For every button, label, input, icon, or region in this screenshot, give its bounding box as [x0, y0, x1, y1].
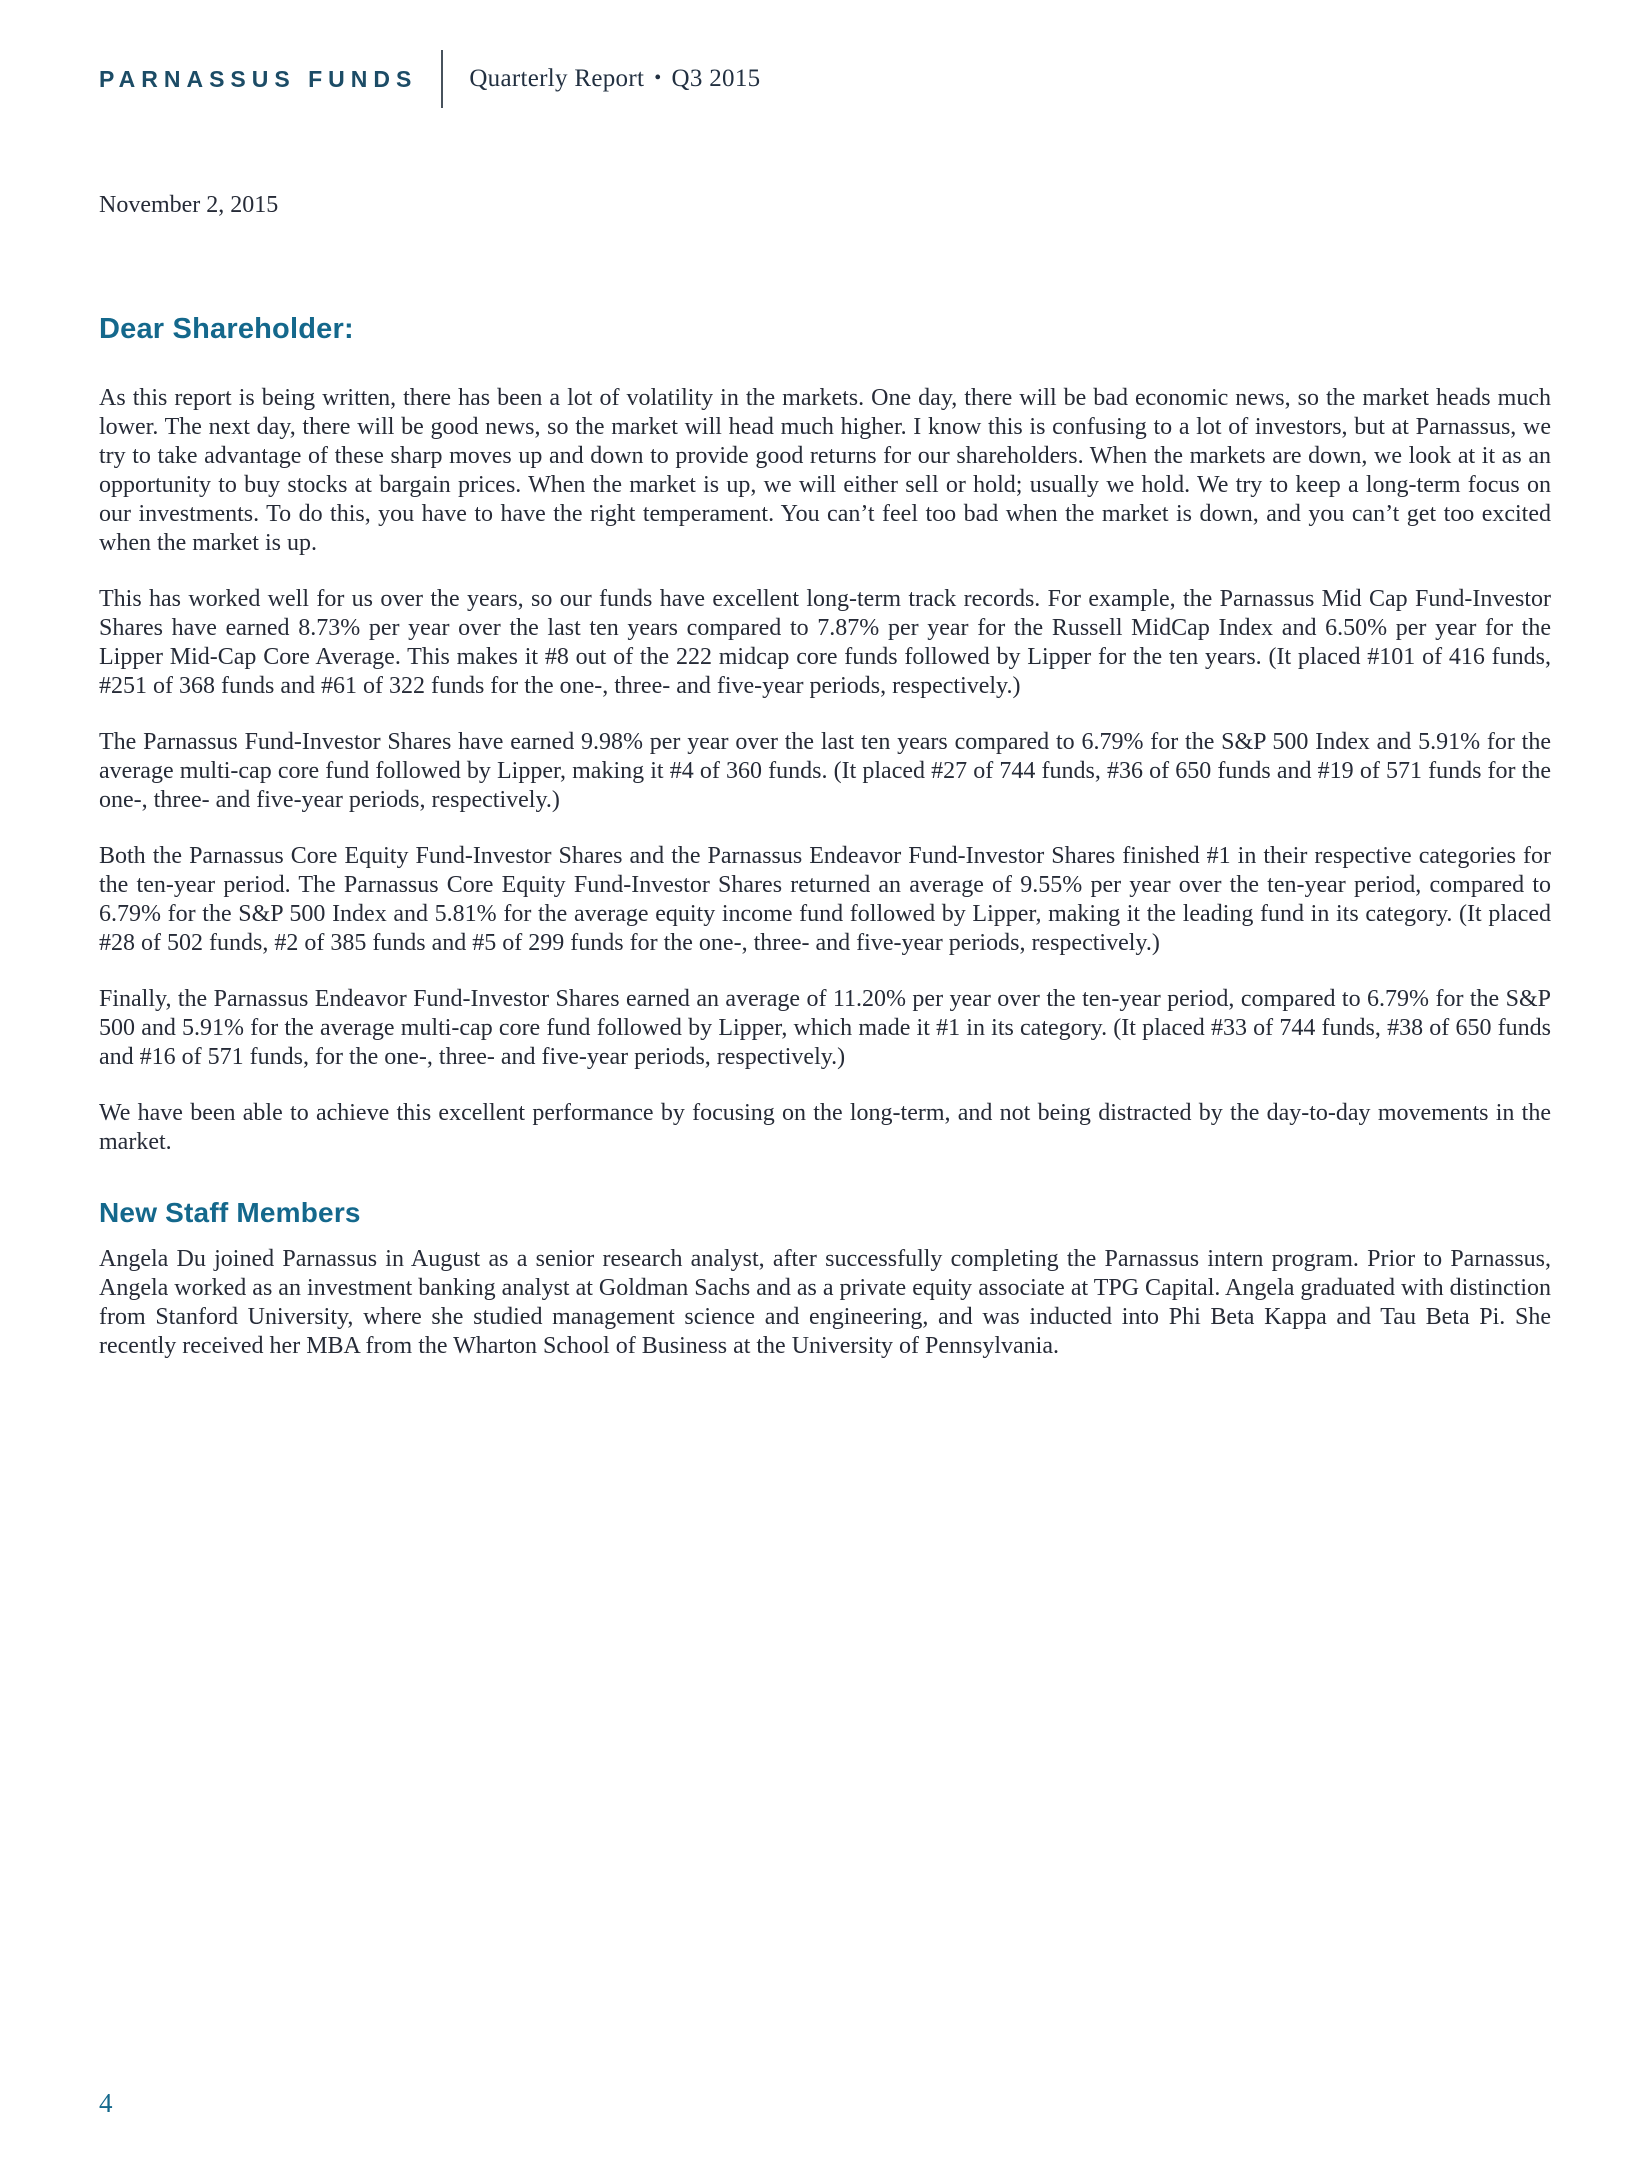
- report-period: Q3 2015: [671, 65, 761, 92]
- letter-date: November 2, 2015: [99, 192, 279, 218]
- paragraph-core-equity-fund: Both the Parnassus Core Equity Fund-Investor Shares and the Parnassus Endeavor Fund-Investor Shares finished #1 in their respective categories for the ten-year period. The Parnassus Core Equity Fund-Investor Shares returned an average of 9.55% per year over the ten-year period, compared to 6.79% for the S&P 500 Index and 5.81% for the average equity income fund followed by Lipper, making it the leading fund in its category. (It placed #28 of 502 funds, #2 of 385 funds and #5 of 299 funds for the one-, three- and five-year periods, respectively.): [99, 843, 1551, 956]
- paragraph-endeavor-fund: Finally, the Parnassus Endeavor Fund-Investor Shares earned an average of 11.20% per year over the ten-year period, compared to 6.79% for the S&P 500 and 5.91% for the average multi-cap core fund followed by Lipper, which made it #1 in its category. (It placed #33 of 744 funds, #38 of 650 funds and #16 of 571 funds, for the one-, three- and five-year periods, respectively.): [99, 986, 1551, 1070]
- page-number: 4: [99, 2088, 113, 2118]
- report-name: Quarterly Report: [469, 65, 645, 92]
- paragraph-midcap-fund: This has worked well for us over the years, so our funds have excellent long-term track records. For example, the Parnassus Mid Cap Fund-Investor Shares have earned 8.73% per year over the last ten years compared to 7.87% per year for the Russell MidCap Index and 6.50% per year for the Lipper Mid-Cap Core Average. This makes it #8 out of the 222 midcap core funds followed by Lipper for the ten years. (It placed #101 of 416 funds, #251 of 368 funds and #61 of 322 funds for the one-, three- and five-year periods, respectively.): [99, 586, 1551, 699]
- letter-body: [99, 192, 1551, 1361]
- paragraph-long-term-focus: We have been able to achieve this excellent performance by focusing on the long-term, and not being distracted by the day-to-day movements in the market.: [99, 1100, 1551, 1155]
- section-heading-new-staff: New Staff Members: [99, 1197, 361, 1228]
- report-title: [469, 65, 760, 93]
- bullet-separator-icon: •: [654, 67, 662, 89]
- masthead-divider: [441, 50, 443, 108]
- salutation-heading: Dear Shareholder:: [99, 313, 354, 345]
- paragraph-parnassus-fund: The Parnassus Fund-Investor Shares have earned 9.98% per year over the last ten years compared to 6.79% for the S&P 500 Index and 5.91% for the average multi-cap core fund followed by Lipper, making it #4 of 360 funds. (It placed #27 of 744 funds, #36 of 650 funds and #19 of 571 funds for the one-, three- and five-year periods, respectively.): [99, 729, 1551, 813]
- brand-wordmark: PARNASSUS FUNDS: [99, 65, 418, 92]
- report-masthead: [99, 0, 1551, 108]
- paragraph-market-volatility: As this report is being written, there has been a lot of volatility in the markets. One day, there will be bad economic news, so the market heads much lower. The next day, there will be good news, so the market will head much higher. I know this is confusing to a lot of investors, but at Parnassus, we try to take advantage of these sharp moves up and down to provide good returns for our shareholders. When the markets are down, we look at it as an opportunity to buy stocks at bargain prices. When the market is up, we will either sell or hold; usually we hold. We try to keep a long-term focus on our investments. To do this, you have to have the right temperament. You can’t feel too bad when the market is down, and you can’t get too excited when the market is up.: [99, 385, 1551, 556]
- paragraph-new-staff-angela-du: Angela Du joined Parnassus in August as a senior research analyst, after successfully completing the Parnassus intern program. Prior to Parnassus, Angela worked as an investment banking analyst at Goldman Sachs and as a private equity associate at TPG Capital. Angela graduated with distinction from Stanford University, where she studied management science and engineering, and was inducted into Phi Beta Kappa and Tau Beta Pi. She recently received her MBA from the Wharton School of Business at the University of Pennsylvania.: [99, 1246, 1551, 1359]
